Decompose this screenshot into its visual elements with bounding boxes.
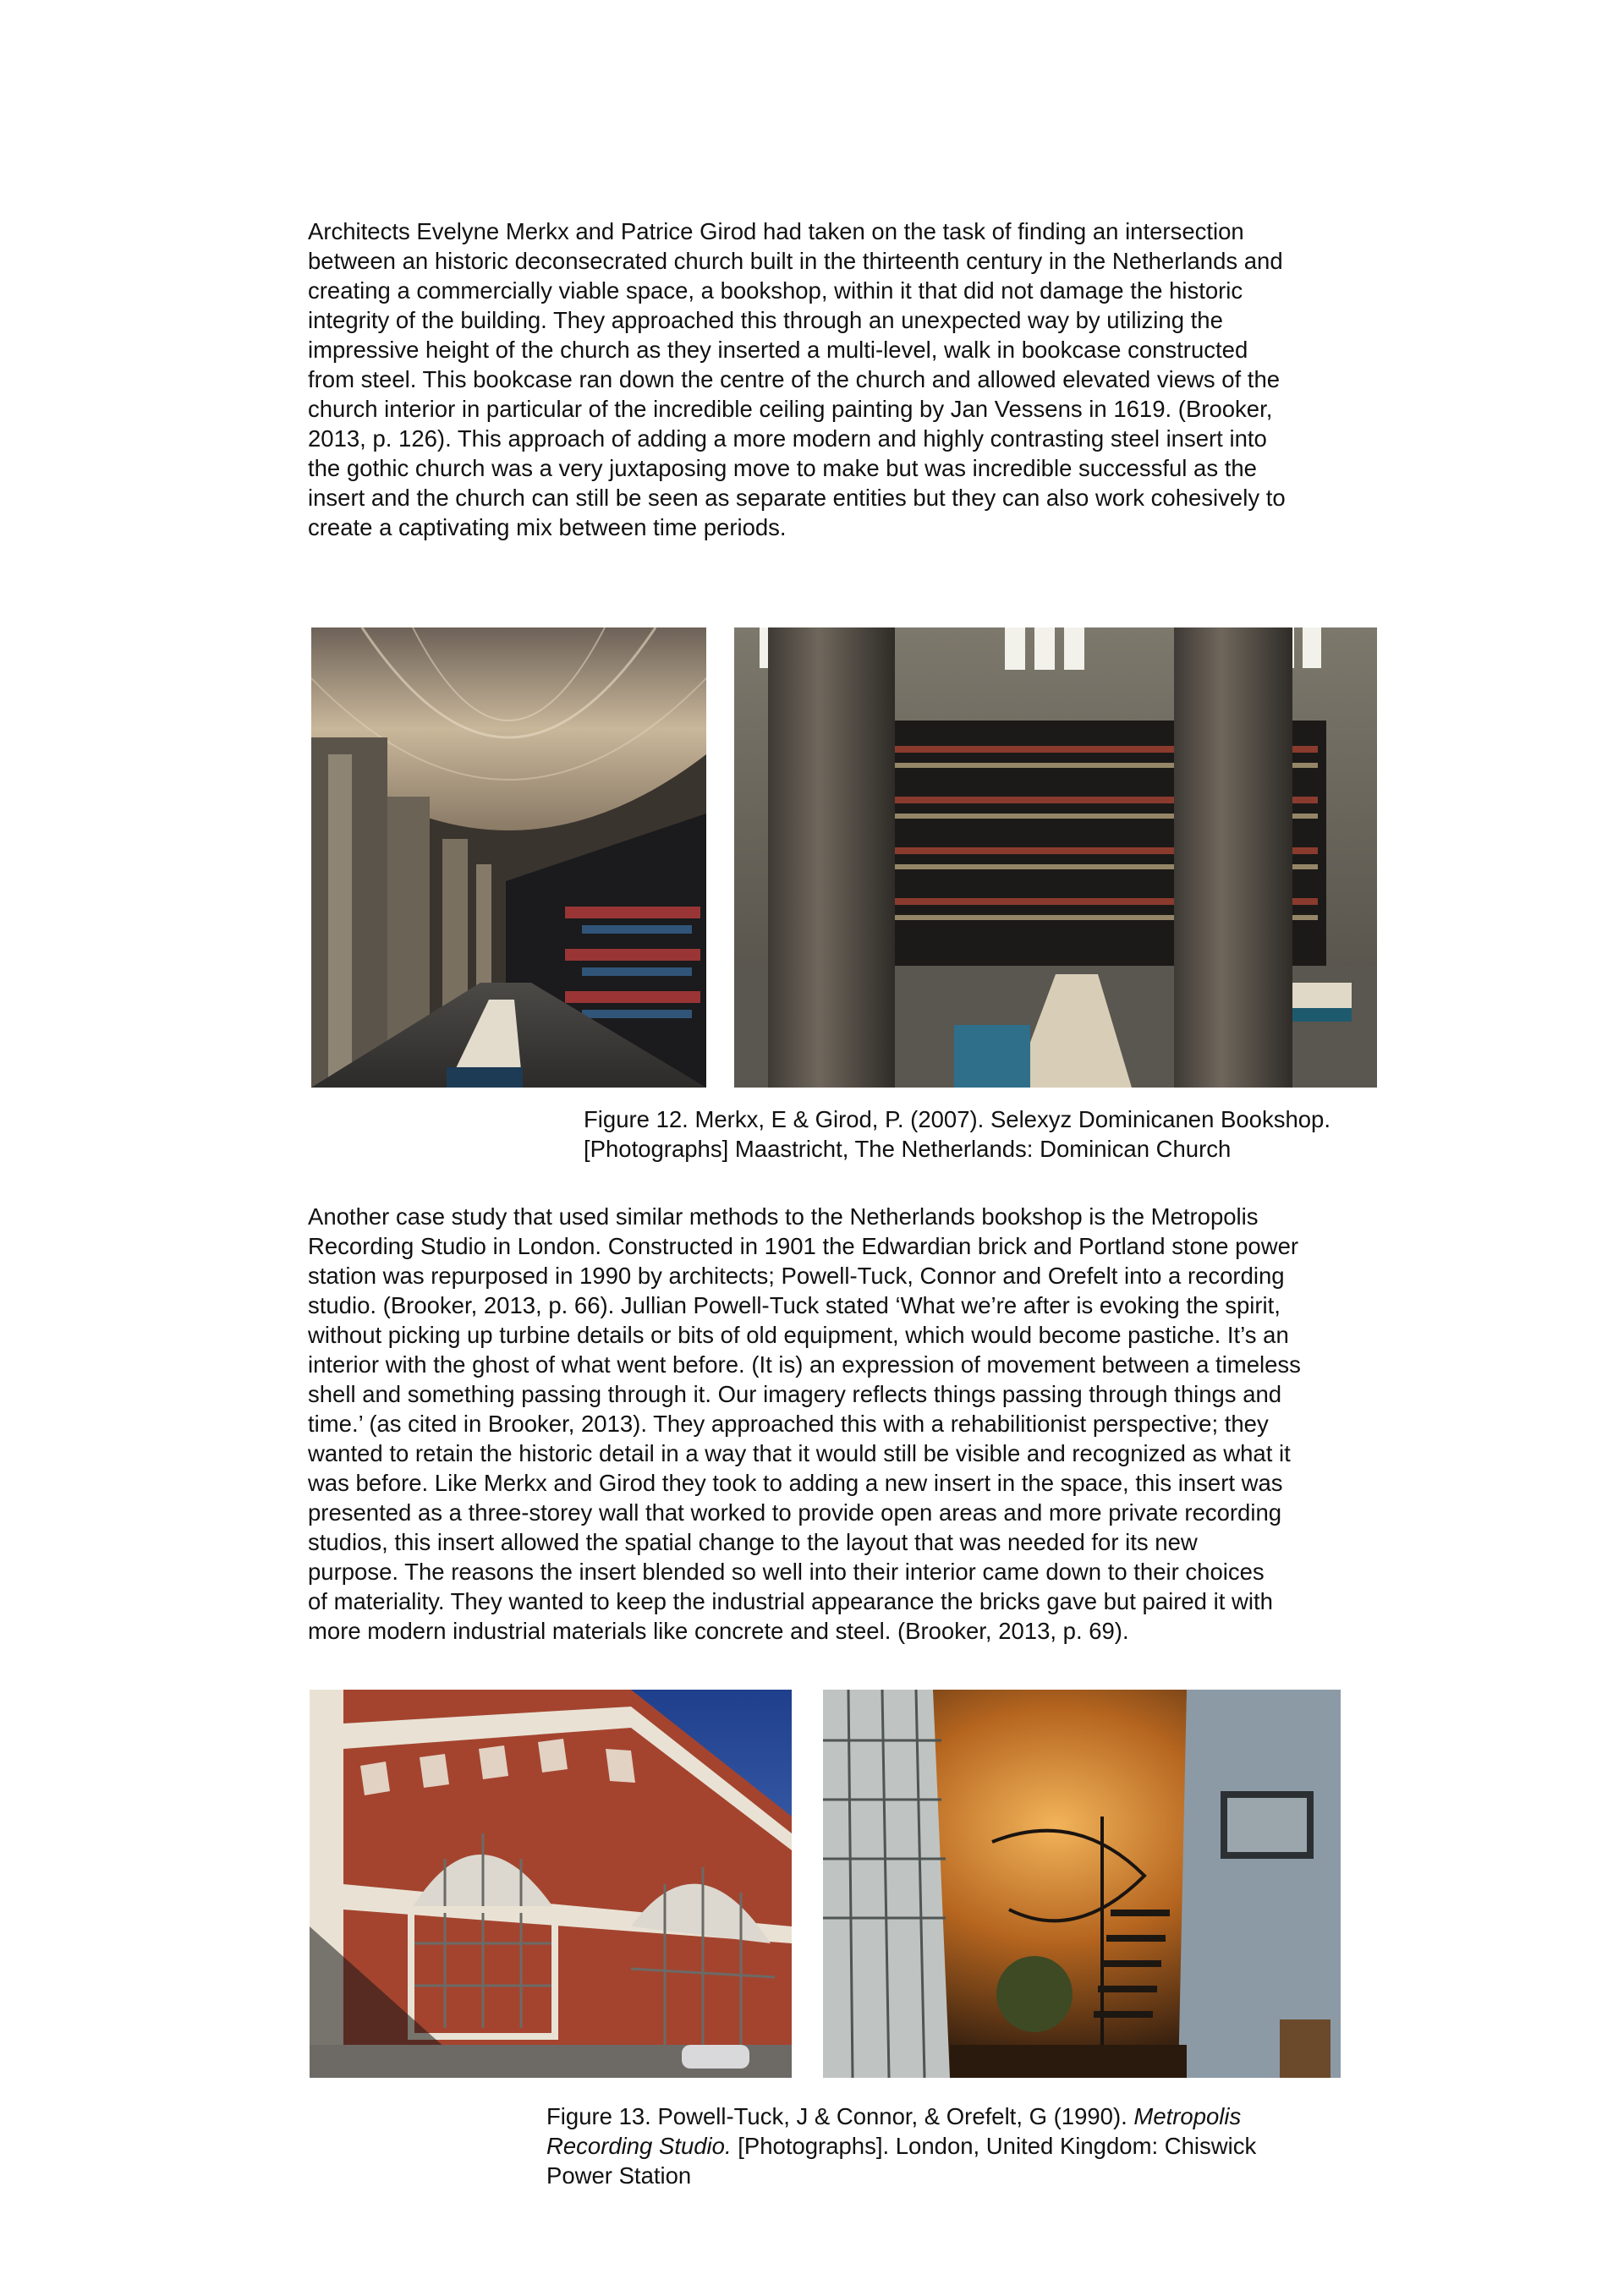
text-line: church interior in particular of the incredible ceiling painting by Jan Vessens in 1619. (Brooker, bbox=[308, 396, 1273, 422]
text-line: 2013, p. 126). This approach of adding a more modern and highly contrasting steel insert into bbox=[308, 425, 1267, 452]
text-line: more modern industrial materials like concrete and steel. (Brooker, 2013, p. 69). bbox=[308, 1618, 1129, 1644]
text-line: interior with the ghost of what went before. (It is) an expression of movement between a timeless bbox=[308, 1351, 1301, 1378]
caption-line: [Photographs] Maastricht, The Netherlands: Dominican Church bbox=[584, 1136, 1232, 1162]
photo-church-nave-bookshop bbox=[311, 627, 706, 1088]
photo-recording-studio-interior bbox=[823, 1690, 1341, 2078]
caption-text: [Photographs]. London, United Kingdom: Chiswick bbox=[731, 2133, 1257, 2159]
figure-13-caption bbox=[546, 2101, 1256, 2190]
caption-title-italic: Metropolis bbox=[1133, 2103, 1242, 2129]
caption-title-italic: Recording Studio. bbox=[546, 2133, 732, 2159]
text-line: integrity of the building. They approached this through an unexpected way by utilizing the bbox=[308, 307, 1223, 333]
text-line: Architects Evelyne Merkx and Patrice Girod had taken on the task of finding an intersection bbox=[308, 218, 1244, 244]
text-line: purpose. The reasons the insert blended so well into their interior came down to their choices bbox=[308, 1559, 1265, 1585]
text-line: from steel. This bookcase ran down the centre of the church and allowed elevated views of the bbox=[308, 366, 1281, 392]
text-line: create a captivating mix between time periods. bbox=[308, 514, 787, 540]
text-line: studios, this insert allowed the spatial change to the layout that was needed for its new bbox=[308, 1529, 1198, 1555]
text-line: shell and something passing through it. Our imagery reflects things passing through things and bbox=[308, 1381, 1282, 1407]
photo-power-station-facade bbox=[310, 1690, 792, 2078]
caption-line bbox=[546, 2131, 1256, 2161]
text-line: presented as a three-storey wall that worked to provide open areas and more private recording bbox=[308, 1499, 1282, 1526]
caption-text: Figure 13. Powell-Tuck, J & Connor, & Orefelt, G (1990). bbox=[546, 2103, 1134, 2129]
text-line: insert and the church can still be seen as separate entities but they can also work cohesively to bbox=[308, 485, 1286, 511]
caption-line: Power Station bbox=[546, 2162, 692, 2189]
text-line: without picking up turbine details or bits of old equipment, which would become pastiche. It’s an bbox=[308, 1322, 1289, 1348]
paragraph-recording-studio bbox=[308, 1202, 1391, 1646]
text-line: station was repurposed in 1990 by architects; Powell-Tuck, Connor and Orefelt into a recording bbox=[308, 1263, 1285, 1289]
text-line: Another case study that used similar methods to the Netherlands bookshop is the Metropolis bbox=[308, 1203, 1259, 1230]
photo-church-columns-bookshop bbox=[734, 627, 1377, 1088]
figure-12-caption bbox=[584, 1104, 1330, 1164]
text-line: time.’ (as cited in Brooker, 2013). They approached this with a rehabilitionist perspective; they bbox=[308, 1411, 1269, 1437]
text-line: of materiality. They wanted to keep the industrial appearance the bricks gave but paired it with bbox=[308, 1588, 1273, 1614]
text-line: Recording Studio in London. Constructed in 1901 the Edwardian brick and Portland stone power bbox=[308, 1233, 1299, 1259]
text-line: wanted to retain the historic detail in a way that it would still be visible and recognized as what it bbox=[308, 1440, 1291, 1466]
caption-line: Figure 12. Merkx, E & Girod, P. (2007). Selexyz Dominicanen Bookshop. bbox=[584, 1106, 1330, 1132]
text-line: was before. Like Merkx and Girod they took to adding a new insert in the space, this insert was bbox=[308, 1470, 1283, 1496]
paragraph-bookshop bbox=[308, 216, 1391, 542]
text-line: studio. (Brooker, 2013, p. 66). Jullian Powell-Tuck stated ‘What we’re after is evoking the spirit, bbox=[308, 1292, 1281, 1318]
text-line: impressive height of the church as they inserted a multi-level, walk in bookcase constructed bbox=[308, 337, 1248, 363]
text-line: the gothic church was a very juxtaposing move to make but was incredible successful as the bbox=[308, 455, 1257, 481]
text-line: between an historic deconsecrated church built in the thirteenth century in the Netherlands and bbox=[308, 248, 1283, 274]
text-line: creating a commercially viable space, a bookshop, within it that did not damage the historic bbox=[308, 277, 1243, 304]
caption-line bbox=[546, 2101, 1256, 2131]
